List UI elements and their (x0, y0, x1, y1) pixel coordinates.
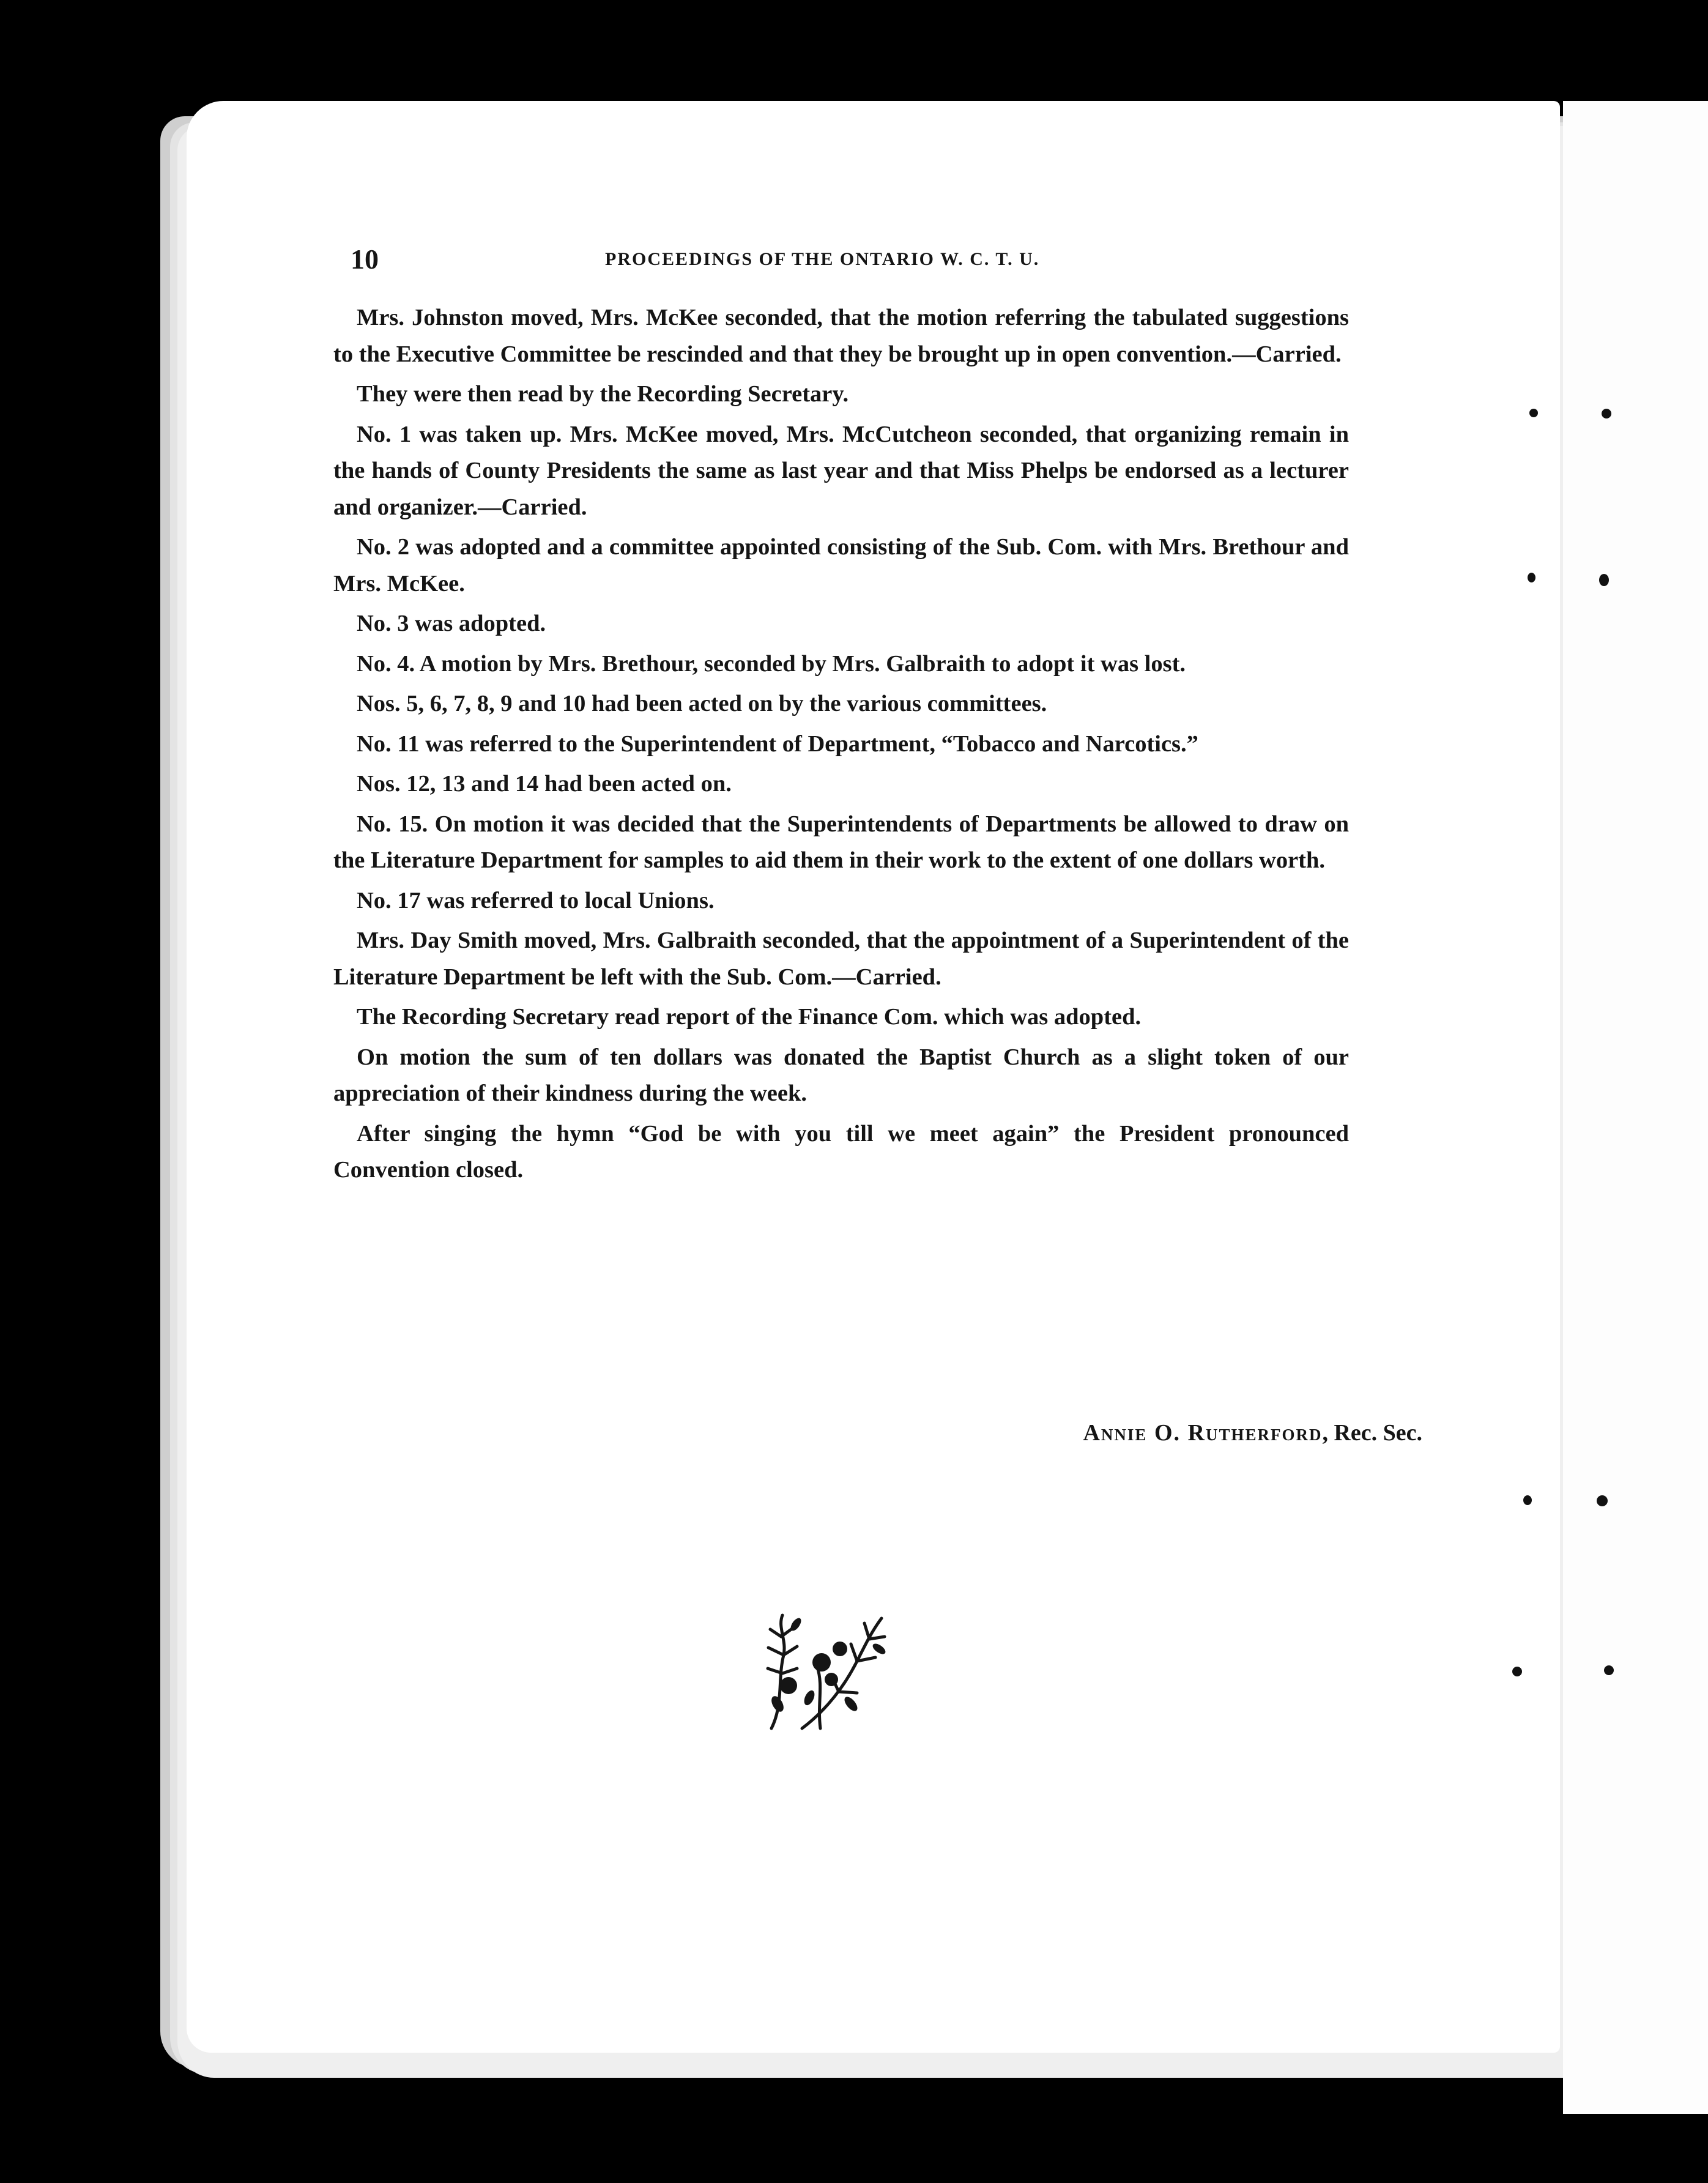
page-number: 10 (351, 244, 379, 275)
scan-speck (1597, 1495, 1608, 1506)
facing-page-edge (1563, 101, 1708, 2114)
floral-sprig-ornament-icon (759, 1612, 894, 1735)
scan-speck (1529, 409, 1538, 417)
scan-speck (1523, 1495, 1532, 1505)
scan-speck (1528, 573, 1535, 582)
scan-speck (1512, 1667, 1522, 1676)
paragraph: No. 3 was adopted. (357, 611, 546, 636)
paragraph: No. 17 was referred to local Unions. (357, 887, 715, 913)
paragraph: On motion the sum of ten dollars was donated the Baptist Church as a slight token of our appreciation of their kindness during the week. (333, 1044, 1349, 1106)
scan-speck (1602, 409, 1611, 418)
paragraph: No. 11 was referred to the Superintendent of Department, “Tobacco and Narcotics.” (357, 731, 1198, 757)
running-title: PROCEEDINGS OF THE ONTARIO W. C. T. U. (605, 249, 1040, 269)
paragraph: Nos. 5, 6, 7, 8, 9 and 10 had been acted on by the various committees. (357, 691, 1047, 716)
paragraph: No. 1 was taken up. Mrs. McKee moved, Mrs. McCutcheon seconded, that organizing remain in the hands of County Presidents the same as last year and that Miss Phelps be endorsed as a lecturer and organizer.—Carried. (333, 421, 1349, 520)
paragraph: Mrs. Johnston moved, Mrs. McKee seconded, that the motion referring the tabulated suggestions to the Executive Committee be rescinded and that they be brought up in open convention.—Carried. (333, 305, 1349, 367)
paragraph: After singing the hymn “God be with you till we meet again” the President pronounced Convention closed. (333, 1120, 1349, 1183)
paragraph: No. 15. On motion it was decided that the Superintendents of Departments be allowed to draw on the Literature Department for samples to aid them in their work to the extent of one dollars worth. (333, 811, 1349, 873)
paragraph: No. 2 was adopted and a committee appointed consisting of the Sub. Com. with Mrs. Brethour and Mrs. McKee. (333, 534, 1349, 597)
running-head (351, 243, 1329, 280)
scan-speck (1599, 574, 1609, 586)
paragraph: The Recording Secretary read report of the Finance Com. which was adopted. (357, 1004, 1142, 1030)
paragraph: Mrs. Day Smith moved, Mrs. Galbraith seconded, that the appointment of a Superintendent of the Literature Department be left with the Sub. Com.—Carried. (333, 928, 1349, 990)
signature-line (860, 1419, 1422, 1446)
paragraph: No. 4. A motion by Mrs. Brethour, seconded by Mrs. Galbraith to adopt it was lost. (357, 650, 1186, 677)
minutes-body (333, 300, 1349, 1192)
book-page (187, 101, 1560, 2053)
signatory-name: Annie O. Rutherford (1083, 1420, 1323, 1446)
scan-speck (1604, 1665, 1614, 1675)
paragraph: They were then read by the Recording Secretary. (357, 381, 849, 407)
paragraph: Nos. 12, 13 and 14 had been acted on. (357, 771, 732, 797)
signatory-title: , Rec. Sec. (1322, 1420, 1422, 1446)
